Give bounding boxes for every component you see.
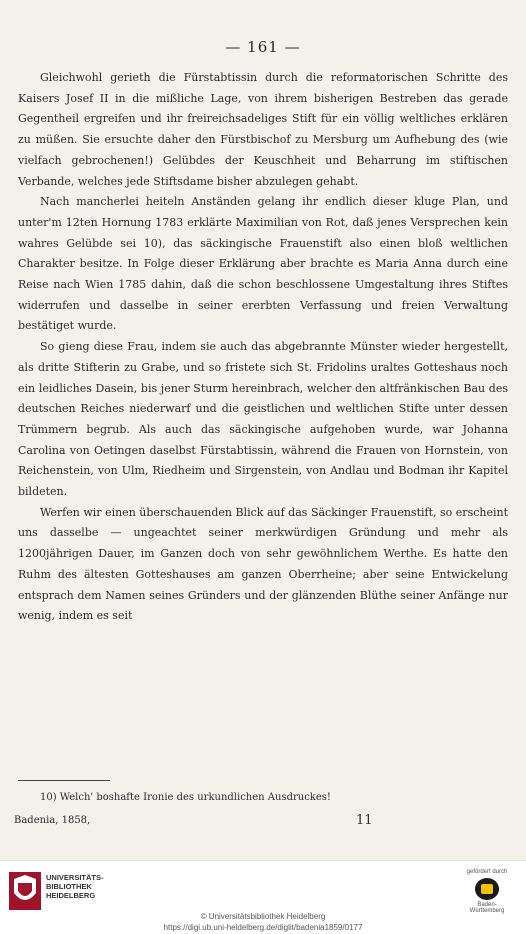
paragraph-2: Nach mancherlei heiteln Anständen gelang ihr endlich dieser kluge Plan, und unter'm 12ten Hornung 1783 erklärte Maximilian von Rot, daß jenes Versprechen kein wahres Gelübde sei 10), das säckingische Frauenstift also einen bloß weltlichen Charakter besitze. In Folge dieser Erklärung aber brachte es Maria Anna durch eine Reise nach Wien 1785 dahin, daß die schon beschlossene Umgestaltung ihres Stiftes widerrufen und dasselbe in seiner ererbten Verfassung und freien Verwaltung bestätiget wurde. <box>18 195 508 333</box>
baden-wuerttemberg-emblem-icon <box>475 878 499 900</box>
university-library-name <box>46 873 104 900</box>
copyright-block <box>0 911 526 933</box>
permalink-url[interactable]: https://digi.ub.uni-heidelberg.de/diglit/badenia1859/0177 <box>163 923 363 932</box>
sponsor-logo <box>462 869 512 914</box>
signature-mark: Badenia, 1858, <box>14 815 91 826</box>
page-number-header: — 161 — <box>225 38 301 56</box>
paragraph-4: Werfen wir einen überschauenden Blick auf das Säckinger Frauenstift, so erscheint uns dasselbe — ungeachtet seiner merkwürdigen Gründung und mehr als 1200jährigen Dauer, im Ganzen doch von sehr gewöhnlichem Werthe. Es hatte den Ruhm des ältesten Gotteshauses am ganzen Oberrheine; aber seine Entwickelung entsprach dem Namen seines Gründers und der glänzenden Blüthe seiner Anfänge nur wenig, indem es seit <box>18 505 508 623</box>
copyright-text: © Universitätsbibliothek Heidelberg <box>200 912 326 921</box>
university-line: HEIDELBERG <box>46 891 96 900</box>
sponsor-caption: gefördert durch <box>466 869 508 875</box>
page-body <box>18 68 508 627</box>
footnote-divider <box>18 780 110 781</box>
university-line: UNIVERSITÄTS- <box>46 873 104 882</box>
signature-number: 11 <box>356 813 373 828</box>
university-line: BIBLIOTHEK <box>46 882 92 891</box>
paragraph-3: So gieng diese Frau, indem sie auch das abgebrannte Münster wieder hergestellt, als dritte Stifterin zu Grabe, und so fristete sich St. Fridolins uraltes Gotteshaus noch ein leidliches Dasein, bis jener Sturm hereinbrach, welcher den altfränkischen Bau des deutschen Reiches niederwarf und die geistlichen und weltlichen Stifte unter dessen Trümmern begrub. Als auch das säckingische aufgehoben wurde, war Johanna Carolina von Oetingen daselbst Fürstabtissin, während die Frauen von Hornstein, von Reichenstein, von Ulm, Riedheim und Sirgenstein, von Andlau und Bodman ihr Kapitel bildeten. <box>18 340 508 499</box>
paragraph-1: Gleichwohl gerieth die Fürstabtissin durch die reformatorischen Schritte des Kaisers Josef II in die mißliche Lage, von ihrem bisherigen Bestreben das gerade Gegentheil ergreifen und ihr freireichsadeliges Stift für ein völlig weltliches erklären zu müßen. Sie ersuchte daher den Fürstbischof zu Mersburg um Aufhebung des (wie vielfach gebrochenen!) Gelübdes der Keuschheit und Beharrung im stiftischen Verbande, welches jede Stiftsdame bisher abzulegen gehabt. <box>18 71 508 188</box>
sponsor-name: Baden-Württemberg <box>469 902 505 914</box>
university-library-logo-icon <box>8 871 42 911</box>
viewer-footer <box>0 860 526 934</box>
footnote: 10) Welch' boshafte Ironie des urkundlichen Ausdruckes! <box>40 792 331 803</box>
